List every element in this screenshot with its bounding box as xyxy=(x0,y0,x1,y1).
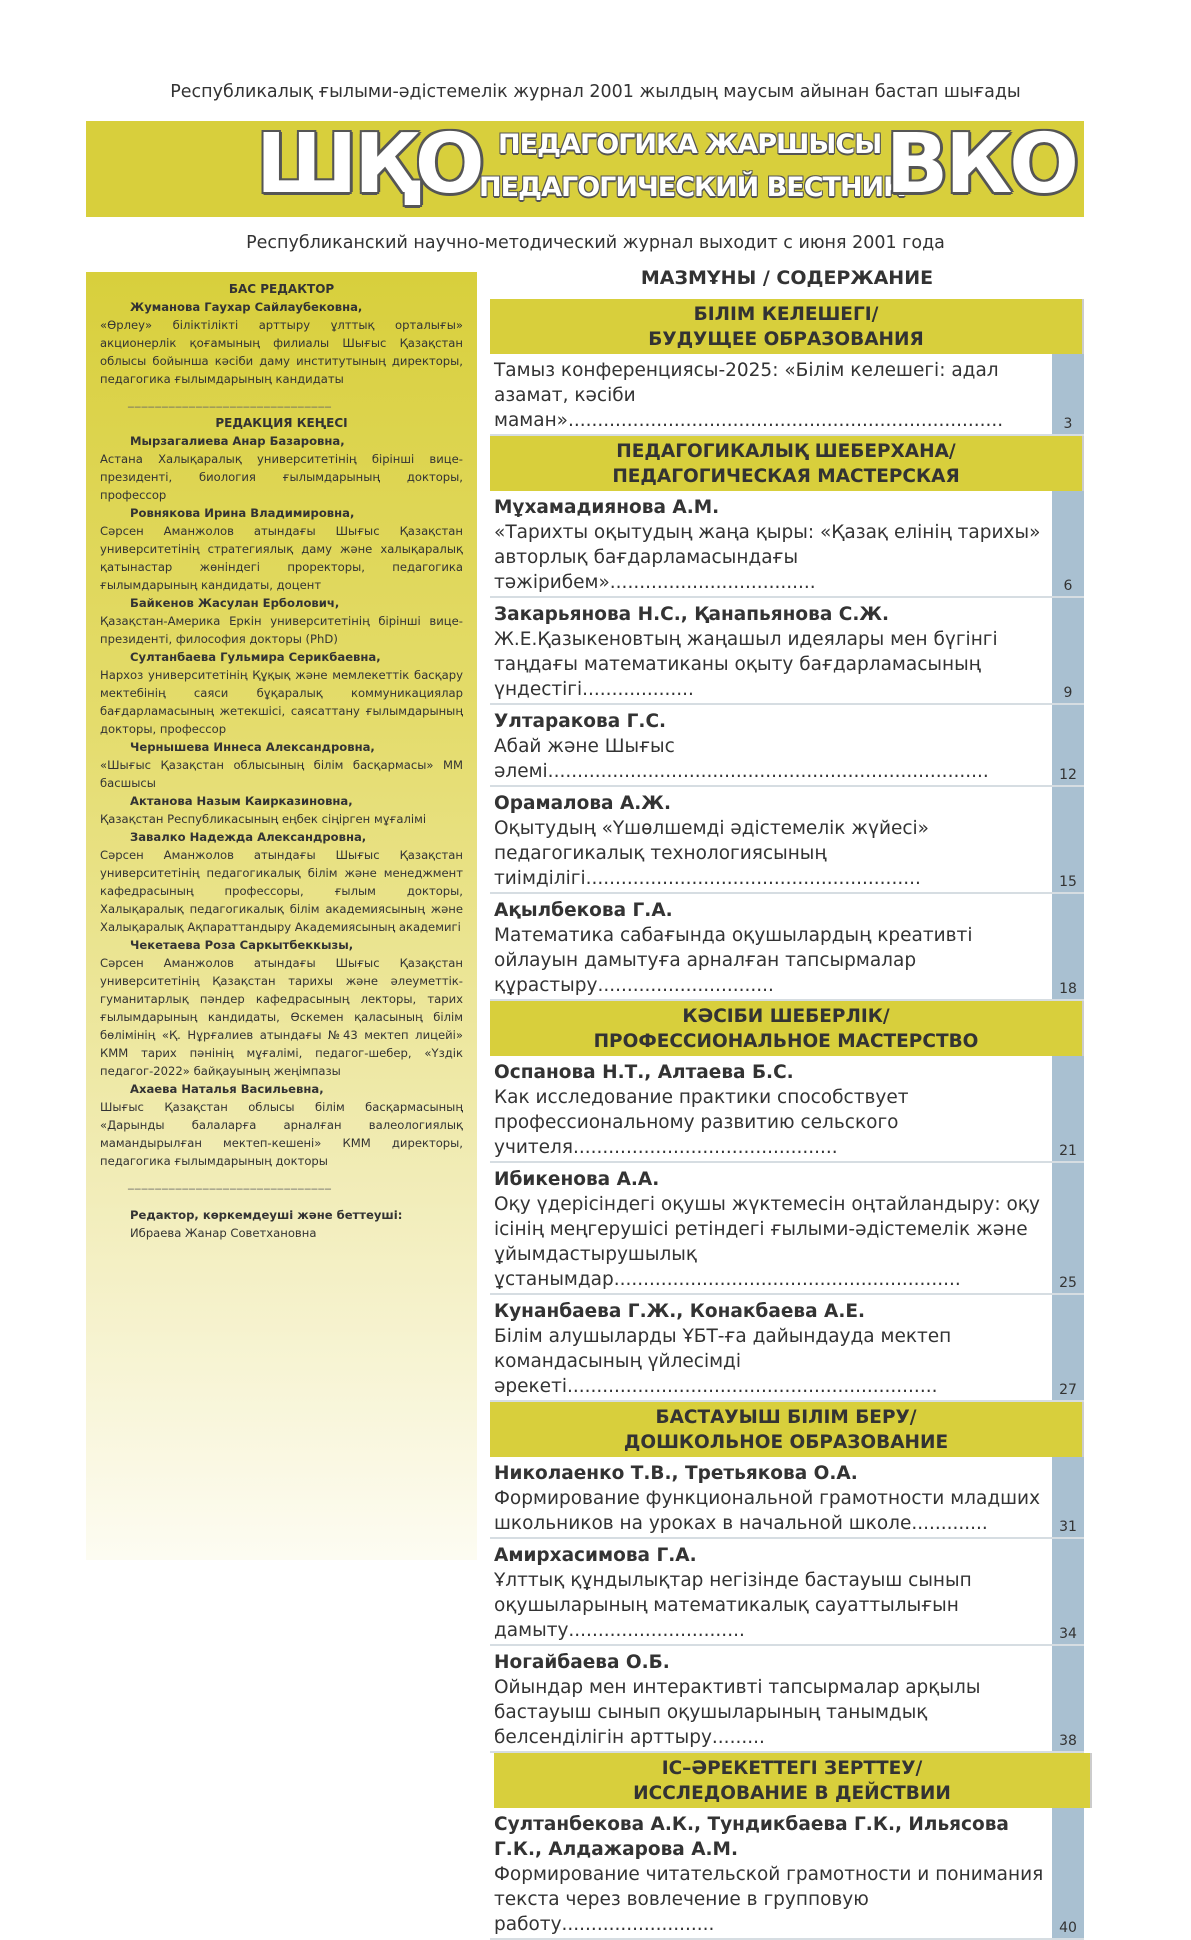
toc-section-heading xyxy=(490,299,1084,354)
section-title-ru: ПЕДАГОГИЧЕСКАЯ МАСТЕРСКАЯ xyxy=(612,466,960,487)
chief-editor-heading: БАС РЕДАКТОР xyxy=(228,282,335,296)
toc-entry[interactable] xyxy=(490,491,1084,598)
council-member-desc: Астана Халықаралық университетінің бірінші вице-президенті, биология ғылымдарының докторы, профессор xyxy=(100,452,463,502)
toc-entry-body xyxy=(490,1646,1052,1751)
toc-entry-title: «Тарихты оқытудың жаңа қыры: «Қазақ елінің тарихы» авторлық бағдарламасындағы тәжірибем»................................... xyxy=(494,522,1041,593)
toc-section-heading xyxy=(490,1001,1084,1056)
toc-entry-author: Мұхамадиянова А.М. xyxy=(494,497,720,518)
separator: ______________________________ xyxy=(128,1176,332,1190)
editor-name: Ибраева Жанар Советхановна xyxy=(130,1226,317,1240)
toc-entry-page: 21 xyxy=(1052,1056,1084,1161)
council-member xyxy=(100,738,463,792)
toc-entry-author: Закарьянова Н.С., Қанапьянова С.Ж. xyxy=(494,604,890,625)
council-member xyxy=(100,936,463,1080)
toc-entry-title: Как исследование практики способствует профессиональному развитию сельского учителя............................................. xyxy=(494,1087,909,1158)
council-member-name: Актанова Назым Каирказиновна, xyxy=(130,794,353,808)
council-members xyxy=(100,432,463,1170)
section-title-ru: ПРОФЕССИОНАЛЬНОЕ МАСТЕРСТВО xyxy=(593,1031,979,1052)
section-title-kz: БАСТАУЫШ БІЛІМ БЕРУ/ xyxy=(655,1407,917,1428)
section-title-kz: БІЛІМ КЕЛЕШЕГІ/ xyxy=(693,304,879,325)
masthead-abbr-ru: ВКО xyxy=(885,117,1076,212)
toc-entry[interactable] xyxy=(490,787,1084,894)
toc-entry-page: 3 xyxy=(1052,354,1084,434)
council-member-desc: «Шығыс Қазақстан облысының білім басқармасы» ММ басшысы xyxy=(100,758,463,790)
toc-entry[interactable] xyxy=(490,1295,1084,1402)
toc-entry-page: 25 xyxy=(1052,1163,1084,1293)
section-title-ru: ДОШКОЛЬНОЕ ОБРАЗОВАНИЕ xyxy=(623,1432,949,1453)
toc-entry-title: Оқытудың «Үшөлшемді әдістемелік жүйесі» педагогикалық технологиясының тиімділігі......................................................... xyxy=(494,818,929,889)
toc-heading: МАЗМҰНЫ / СОДЕРЖАНИЕ xyxy=(640,267,934,289)
toc-entry-body xyxy=(490,354,1052,434)
toc-entry-title: Ойындар мен интерактивті тапсырмалар арқылы бастауыш сынып оқушыларының танымдық белсенділігін арттыру......... xyxy=(494,1677,981,1748)
table-of-contents xyxy=(490,299,1084,1940)
toc-entry-page: 9 xyxy=(1052,598,1084,703)
toc-entry-body xyxy=(490,491,1052,596)
council-member xyxy=(100,792,463,828)
toc-entry-author: Ибикенова А.А. xyxy=(494,1169,660,1190)
toc-entry[interactable] xyxy=(490,1539,1084,1646)
masthead-banner xyxy=(86,117,1084,217)
toc-section-heading xyxy=(494,1753,1092,1808)
toc-entry-author: Николаенко Т.В., Третьякова О.А. xyxy=(494,1463,858,1484)
toc-entry[interactable] xyxy=(490,1646,1084,1753)
toc-entry-title: Оқу үдерісіндегі оқушы жүктемесін оңтайландыру: оқу ісінің меңгерушісі ретіндегі ғылыми-әдістемелік және ұйымдастырушылық ұстанымдар........................................................... xyxy=(494,1194,1040,1290)
council-member-desc: Қазақстан Республикасының еңбек сіңірген мұғалімі xyxy=(100,812,427,826)
toc-entry-title: Математика сабағында оқушылардың креативті ойлауын дамытуға арналған тапсырмалар құрастыру.............................. xyxy=(494,925,973,996)
council-member-name: Завалко Надежда Александровна, xyxy=(130,830,367,844)
chief-editor-name: Жуманова Гаухар Сайлаубековна, xyxy=(130,300,363,314)
toc-entry-page: 38 xyxy=(1052,1646,1084,1751)
masthead-abbr-kz: ШҚО xyxy=(256,117,482,212)
toc-entry-author: Орамалова А.Ж. xyxy=(494,793,671,814)
chief-editor-desc: «Өрлеу» біліктілікті арттыру ұлттық орталығы» акционерлік қоғамының филиалы Шығыс Қазақстан облысы бойынша кәсіби даму институтының директоры, педагогика ғылымдарының кандидаты xyxy=(100,318,463,386)
council-member-name: Мырзагалиева Анар Базаровна, xyxy=(130,434,345,448)
toc-entry-body xyxy=(490,1295,1052,1400)
council-member xyxy=(100,828,463,936)
section-title-kz: ІС–ӘРЕКЕТТЕГІ ЗЕРТТЕУ/ xyxy=(661,1758,923,1779)
toc-entry-title: Формирование читательской грамотности и понимания текста через вовлечение в групповую работу.......................... xyxy=(494,1864,1044,1935)
toc-entry-page: 12 xyxy=(1052,705,1084,785)
toc-entry-page: 27 xyxy=(1052,1295,1084,1400)
toc-entry-page: 40 xyxy=(1052,1808,1084,1938)
council-member-name: Чекетаева Роза Саркытбеккызы, xyxy=(130,938,354,952)
toc-entry-page: 31 xyxy=(1052,1457,1084,1537)
toc-entry[interactable] xyxy=(490,894,1084,1001)
council-member-name: Байкенов Жасулан Ерболович, xyxy=(130,596,340,610)
masthead-title-ru: ПЕДАГОГИЧЕСКИЙ ВЕСТНИК xyxy=(479,172,905,203)
toc-entry-body xyxy=(490,787,1052,892)
council-member-name: Ахаева Наталья Васильевна, xyxy=(130,1082,324,1096)
editor-heading: Редактор, көркемдеуші және беттеуші: xyxy=(130,1208,403,1222)
toc-entry-body xyxy=(490,894,1052,999)
toc-entry-author: Ултаракова Г.С. xyxy=(494,711,667,732)
council-member xyxy=(100,594,463,648)
toc-entry-title: Ұлттық құндылықтар негізінде бастауыш сынып оқушыларының математикалық сауаттылығын дамыту.............................. xyxy=(494,1570,972,1641)
toc-entry[interactable] xyxy=(490,354,1084,436)
toc-entry-author: Амирхасимова Г.А. xyxy=(494,1545,697,1566)
toc-entry-author: Кунанбаева Г.Ж., Конакбаева А.Е. xyxy=(494,1301,866,1322)
toc-entry[interactable] xyxy=(490,1056,1084,1163)
journal-tagline-ru: Республиканский научно-методический журнал выходит с июня 2001 года xyxy=(246,233,945,253)
toc-entry-body xyxy=(490,1163,1052,1293)
toc-entry-author: Султанбекова А.К., Тундикбаева Г.К., Ильясова Г.К., Алдажарова А.М. xyxy=(494,1814,1009,1860)
toc-entry-body xyxy=(490,705,1052,785)
toc-entry-body xyxy=(490,1056,1052,1161)
toc-entry-body xyxy=(490,1457,1052,1537)
section-title-kz: КӘСІБИ ШЕБЕРЛІК/ xyxy=(682,1006,890,1027)
toc-entry[interactable] xyxy=(490,1457,1084,1539)
council-member-desc: Шығыс Қазақстан облысы білім басқармасының «Дарынды балаларға арналған валеологиялық мамандырылған мектеп-кешені» КММ директоры, педагогика ғылымдарының докторы xyxy=(100,1100,463,1168)
council-member-name: Султанбаева Гульмира Серикбаевна, xyxy=(130,650,381,664)
council-member-desc: Қазақстан-Америка Еркін университетінің бірінші вице-президенті, философия докторы (PhD) xyxy=(100,614,463,646)
council-member xyxy=(100,1080,463,1170)
toc-entry-title: Формирование функциональной грамотности младших школьников на уроках в начальной школе............. xyxy=(494,1488,1041,1534)
council-member xyxy=(100,432,463,504)
toc-entry[interactable] xyxy=(490,598,1084,705)
council-heading: РЕДАКЦИЯ КЕҢЕСІ xyxy=(215,416,348,430)
toc-entry-title: Ж.Е.Қазыкеновтың жаңашыл идеялары мен бүгінгі таңдағы математиканы оқыту бағдарламасының үндестігі................... xyxy=(494,629,998,700)
toc-entry[interactable] xyxy=(490,1163,1084,1295)
toc-entry-page: 18 xyxy=(1052,894,1084,999)
toc-entry-page: 34 xyxy=(1052,1539,1084,1644)
toc-entry-author: Оспанова Н.Т., Алтаева Б.С. xyxy=(494,1062,794,1083)
council-member-name: Чернышева Иннеса Александровна, xyxy=(130,740,375,754)
toc-entry-page: 15 xyxy=(1052,787,1084,892)
toc-section-heading xyxy=(490,436,1084,491)
section-title-ru: БУДУЩЕЕ ОБРАЗОВАНИЯ xyxy=(648,329,924,350)
toc-entry-title: Тамыз конференциясы-2025: «Білім келешегі: адал азамат, кәсіби маман».......................................................................... xyxy=(494,360,1004,431)
toc-entry-title: Абай және Шығыс әлемі........................................................................... xyxy=(494,736,989,782)
toc-entry-author: Ногайбаева О.Б. xyxy=(494,1652,670,1673)
section-title-ru: ИССЛЕДОВАНИЕ В ДЕЙСТВИИ xyxy=(633,1783,951,1804)
council-member-desc: Сәрсен Аманжолов атындағы Шығыс Қазақстан университетінің стратегиялық даму және халықаралық қатынастар жөніндегі проректоры, педагогика ғылымдарының кандидаты, доцент xyxy=(100,524,463,592)
separator: ______________________________ xyxy=(128,394,332,408)
toc-entry-page: 6 xyxy=(1052,491,1084,596)
toc-section-heading xyxy=(490,1402,1084,1457)
council-member-desc: Сәрсен Аманжолов атындағы Шығыс Қазақстан университетінің педагогикалық білім және менеджмент кафедрасының профессоры, ғылым докторы, Халықаралық педагогикалық білім академиясының және Халықаралық Ақпараттандыру Академиясының академигі xyxy=(100,848,463,934)
section-title-kz: ПЕДАГОГИКАЛЫҚ ШЕБЕРХАНА/ xyxy=(616,441,956,462)
toc-entry[interactable] xyxy=(490,1808,1084,1940)
council-member xyxy=(100,648,463,738)
toc-entry-body xyxy=(490,1539,1052,1644)
toc-entry[interactable] xyxy=(490,705,1084,787)
council-member-desc: Нархоз университетінің Құқық және мемлекеттік басқару мектебінің саяси бұқаралық коммуникациялар бағдарламасының жетекшісі, саясаттану ғылымдарының докторы, профессор xyxy=(100,668,463,736)
editorial-sidebar xyxy=(86,272,477,1560)
toc-entry-author: Ақылбекова Г.А. xyxy=(494,900,673,921)
toc-entry-body xyxy=(490,598,1052,703)
toc-entry-title: Білім алушыларды ҰБТ-ға дайындауда мектеп командасының үйлесімді әрекеті............................................................... xyxy=(494,1326,952,1397)
council-member xyxy=(100,504,463,594)
journal-tagline-kz: Республикалық ғылыми-әдістемелік журнал 2001 жылдың маусым айынан бастап шығады xyxy=(170,82,1021,102)
council-member-name: Ровнякова Ирина Владимировна, xyxy=(130,506,355,520)
council-member-desc: Сәрсен Аманжолов атындағы Шығыс Қазақстан университетінің Қазақстан тарихы және әлеуметтік-гуманитарлық пәндер кафедрасының лекторы, тарих ғылымдарының кандидаты, Өскемен қаласының білім бөлімінің «Қ. Нұрғалиев атындағы №43 мектеп лицейі» КММ тарих пәнінің мұғалімі, педагог-шебер, «Үздік педагог-2022» байқауының жеңімпазы xyxy=(100,956,463,1078)
masthead-title-kz: ПЕДАГОГИКА ЖАРШЫСЫ xyxy=(498,129,882,160)
toc-entry-body xyxy=(490,1808,1052,1938)
